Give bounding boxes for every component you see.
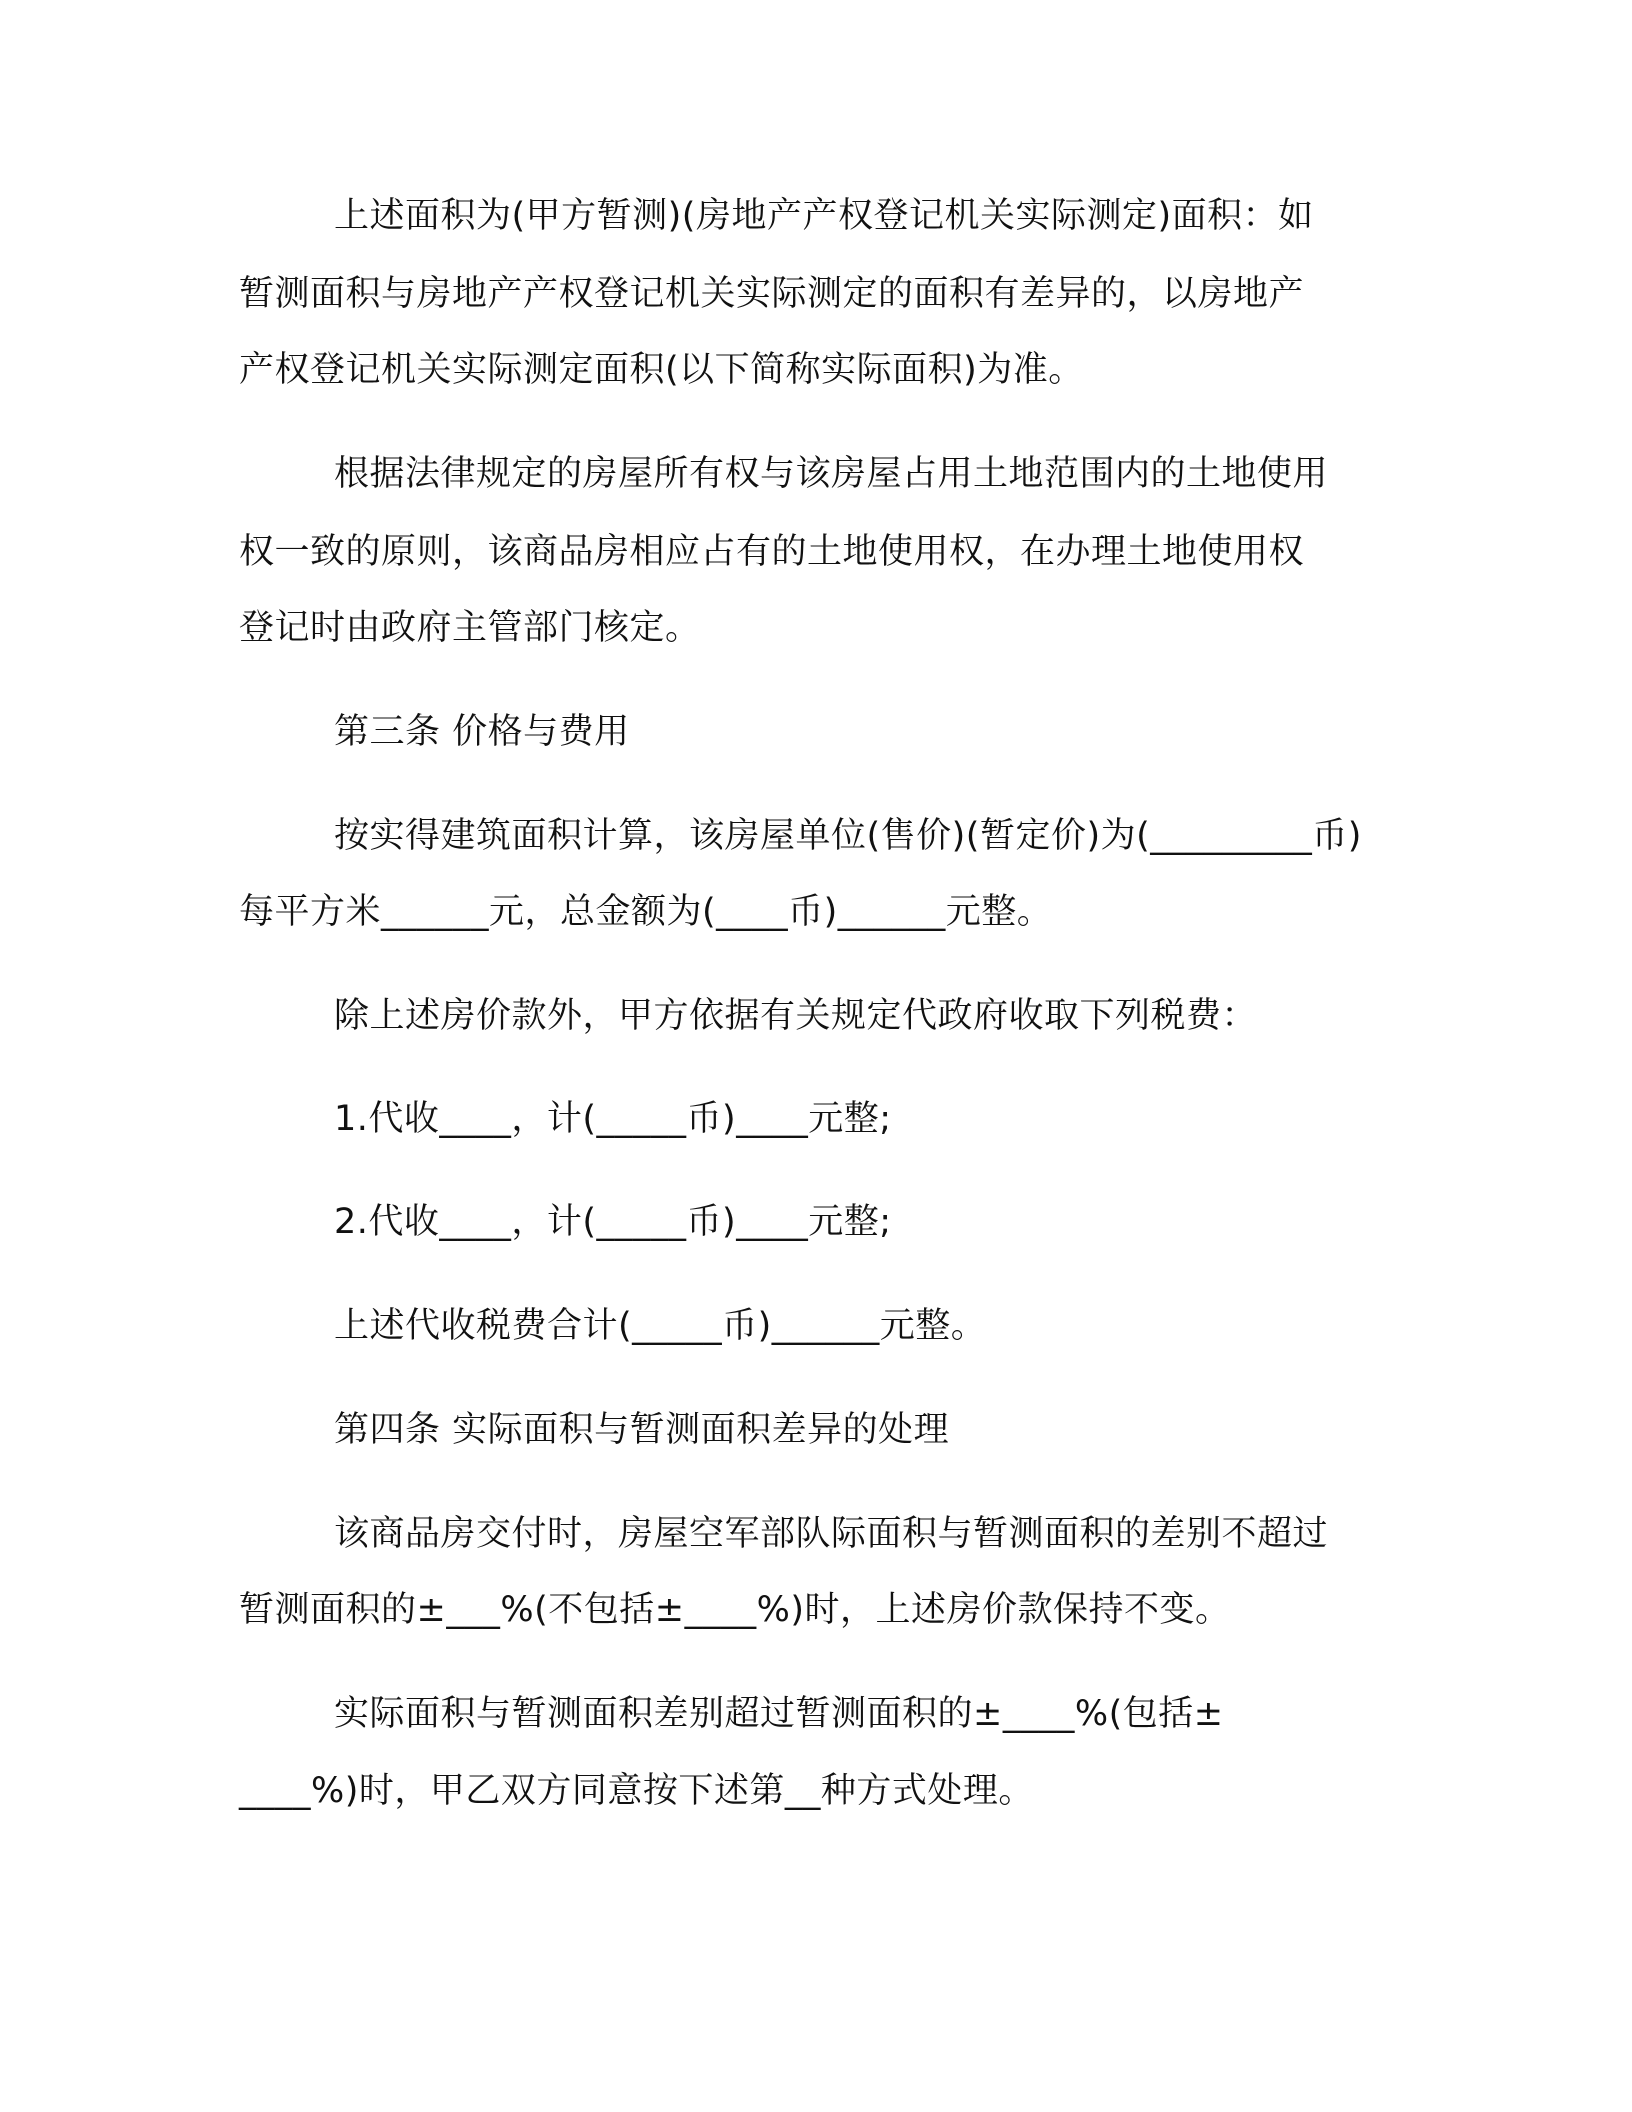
- text-line: 登记时由政府主管部门核定。: [239, 608, 701, 648]
- text-line: 实际面积与暂测面积差别超过暂测面积的±____%(包括±: [334, 1694, 1224, 1734]
- text-line: 按实得建筑面积计算，该房屋单位(售价)(暂定价)为(_________币): [334, 816, 1362, 856]
- text-line: 2.代收____，计(_____币)____元整;: [334, 1202, 892, 1242]
- text-line: 产权登记机关实际测定面积(以下简称实际面积)为准。: [239, 350, 1084, 390]
- text-line: 除上述房价款外，甲方依据有关规定代政府收取下列税费：: [334, 996, 1258, 1036]
- section-heading: 第四条 实际面积与暂测面积差异的处理: [334, 1410, 950, 1450]
- text-line: 暂测面积的±___%(不包括±____%)时，上述房价款保持不变。: [239, 1590, 1231, 1630]
- text-line: 暂测面积与房地产产权登记机关实际测定的面积有差异的，以房地产: [239, 274, 1305, 314]
- section-heading: 第三条 价格与费用: [334, 712, 630, 752]
- text-line: 权一致的原则，该商品房相应占有的土地使用权，在办理土地使用权: [239, 532, 1305, 572]
- text-line: 上述面积为(甲方暂测)(房地产产权登记机关实际测定)面积：如: [334, 196, 1314, 236]
- text-line: 每平方米______元，总金额为(____币)______元整。: [239, 892, 1053, 932]
- text-line: ____%)时，甲乙双方同意按下述第__种方式处理。: [239, 1771, 1034, 1811]
- text-line: 根据法律规定的房屋所有权与该房屋占用土地范围内的土地使用: [334, 454, 1329, 494]
- text-line: 上述代收税费合计(_____币)______元整。: [334, 1306, 987, 1346]
- text-line: 该商品房交付时，房屋空军部队际面积与暂测面积的差别不超过: [334, 1514, 1329, 1554]
- text-line: 1.代收____，计(_____币)____元整;: [334, 1099, 892, 1139]
